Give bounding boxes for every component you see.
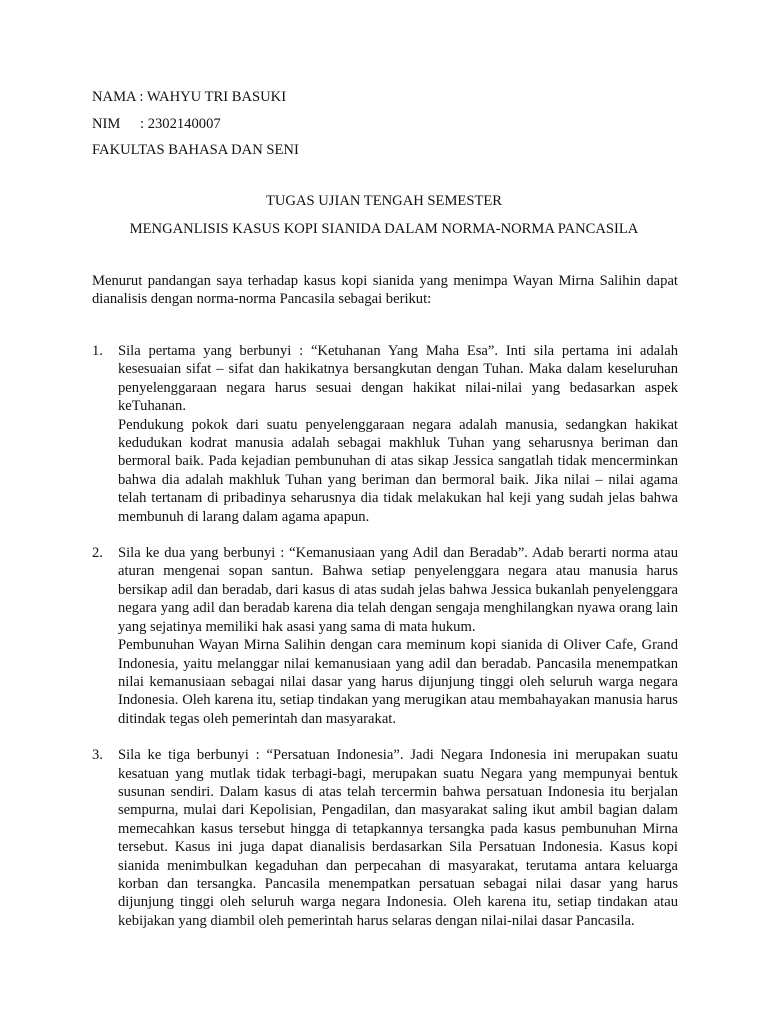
student-name: NAMA : WAHYU TRI BASUKI — [92, 89, 287, 105]
item-paragraph: Sila ke dua yang berbunyi : “Kemanusiaan yang Adil dan Beradab”. Adab berarti norma atau aturan mengenai sopan santun. Bahwa setiap penyelenggara negara atau manusia harus bersikap adil dan beradab, dari kasus di atas sudah jelas bahwa Jessica bukanlah penyelenggara negara yang adil dan beradab karena dia telah dengan sengaja menghilangkan nyawa orang lain yang sejatinya memiliki hak asasi yang sama di mata hukum. — [118, 545, 678, 635]
list-item — [92, 544, 678, 728]
document-subtitle: MENGANLISIS KASUS KOPI SIANIDA DALAM NORMA-NORMA PANCASILA — [129, 221, 639, 237]
student-nim — [92, 115, 692, 142]
student-faculty: FAKULTAS BAHASA DAN SENI — [92, 142, 299, 158]
list-item — [92, 342, 678, 526]
student-header — [92, 88, 692, 168]
list-item — [92, 746, 678, 930]
document-titles — [0, 192, 768, 248]
nim-value: : 2302140007 — [140, 115, 221, 132]
item-paragraph: Pendukung pokok dari suatu penyelenggaraan negara adalah manusia, sedangkan hakikat kedudukan kodrat manusia adalah sebagai makhluk Tuhan yang seharusnya beriman dan bermoral baik. Pada kejadian pembunuhan di atas sikap Jessica sangatlah tidak mencerminkan bahwa dia adalah makhluk Tuhan yang beriman dan bermoral baik. Jika nilai – nilai agama telah tertanam di pribadinya seharusnya dia tidak melakukan hal keji yang sudah jelas bahwa membunuh di larang dalam agama apapun. — [118, 416, 678, 525]
item-number: 2. — [92, 545, 103, 562]
analysis-list — [92, 342, 678, 948]
item-number: 3. — [92, 747, 103, 764]
item-paragraph: Pembunuhan Wayan Mirna Salihin dengan cara meminum kopi sianida di Oliver Cafe, Grand Indonesia, yaitu melanggar nilai kemanusiaan yang adil dan beradab. Pancasila menempatkan nilai kemanusiaan sebagai nilai dasar yang harus dijunjung tinggi oleh seluruh warga negara Indonesia. Oleh karena itu, setiap tindakan yang merugikan atau membahayakan manusia harus ditindak tegas oleh pemerintah dan masyarakat. — [118, 637, 678, 727]
item-number: 1. — [92, 343, 103, 359]
document-title: TUGAS UJIAN TENGAH SEMESTER — [265, 193, 503, 209]
item-paragraph: Sila pertama yang berbunyi : “Ketuhanan Yang Maha Esa”. Inti sila pertama ini adalah kesesuaian sifat – sifat dan hakikatnya bersangkutan dengan Tuhan. Maka dalam keseluruhan penyelenggaraan negara harus sesuai dengan hakikat nilai-nilai yang bedasarkan aspek keTuhanan. — [118, 343, 678, 415]
item-paragraph: Sila ke tiga berbunyi : “Persatuan Indonesia”. Jadi Negara Indonesia ini merupakan suatu kesatuan yang mutlak tidak terbagi-bagi, merupakan suatu Negara yang mempunyai bentuk susunan sendiri. Dalam kasus di atas telah tercermin bahwa persatuan Indonesia itu berjalan sempurna, mulai dari Kepolisian, Pengadilan, dan masyarakat saling ikut ambil bagian dalam memecahkan kasus tersebut hingga di tetapkannya tersangka pada kasus pembunuhan Mirna tersebut. Kasus ini juga dapat dianalisis berdasarkan Sila Persatuan Indonesia. Kasus kopi sianida menimbulkan kegaduhan dan perpecahan di masyarakat, terutama antara keluarga korban dan tersangka. Pancasila menempatkan persatuan sebagai nilai dasar yang harus dijunjung tinggi oleh seluruh warga negara Indonesia. Oleh karena itu, setiap tindakan atau kebijakan yang diambil oleh pemerintah harus selaras dengan nilai-nilai dasar Pancasila. — [118, 747, 678, 929]
intro-paragraph: Menurut pandangan saya terhadap kasus kopi sianida yang menimpa Wayan Mirna Salihin dapat dianalisis dengan norma-norma Pancasila sebagai berikut: — [92, 273, 678, 308]
nim-label: NIM — [92, 115, 121, 132]
